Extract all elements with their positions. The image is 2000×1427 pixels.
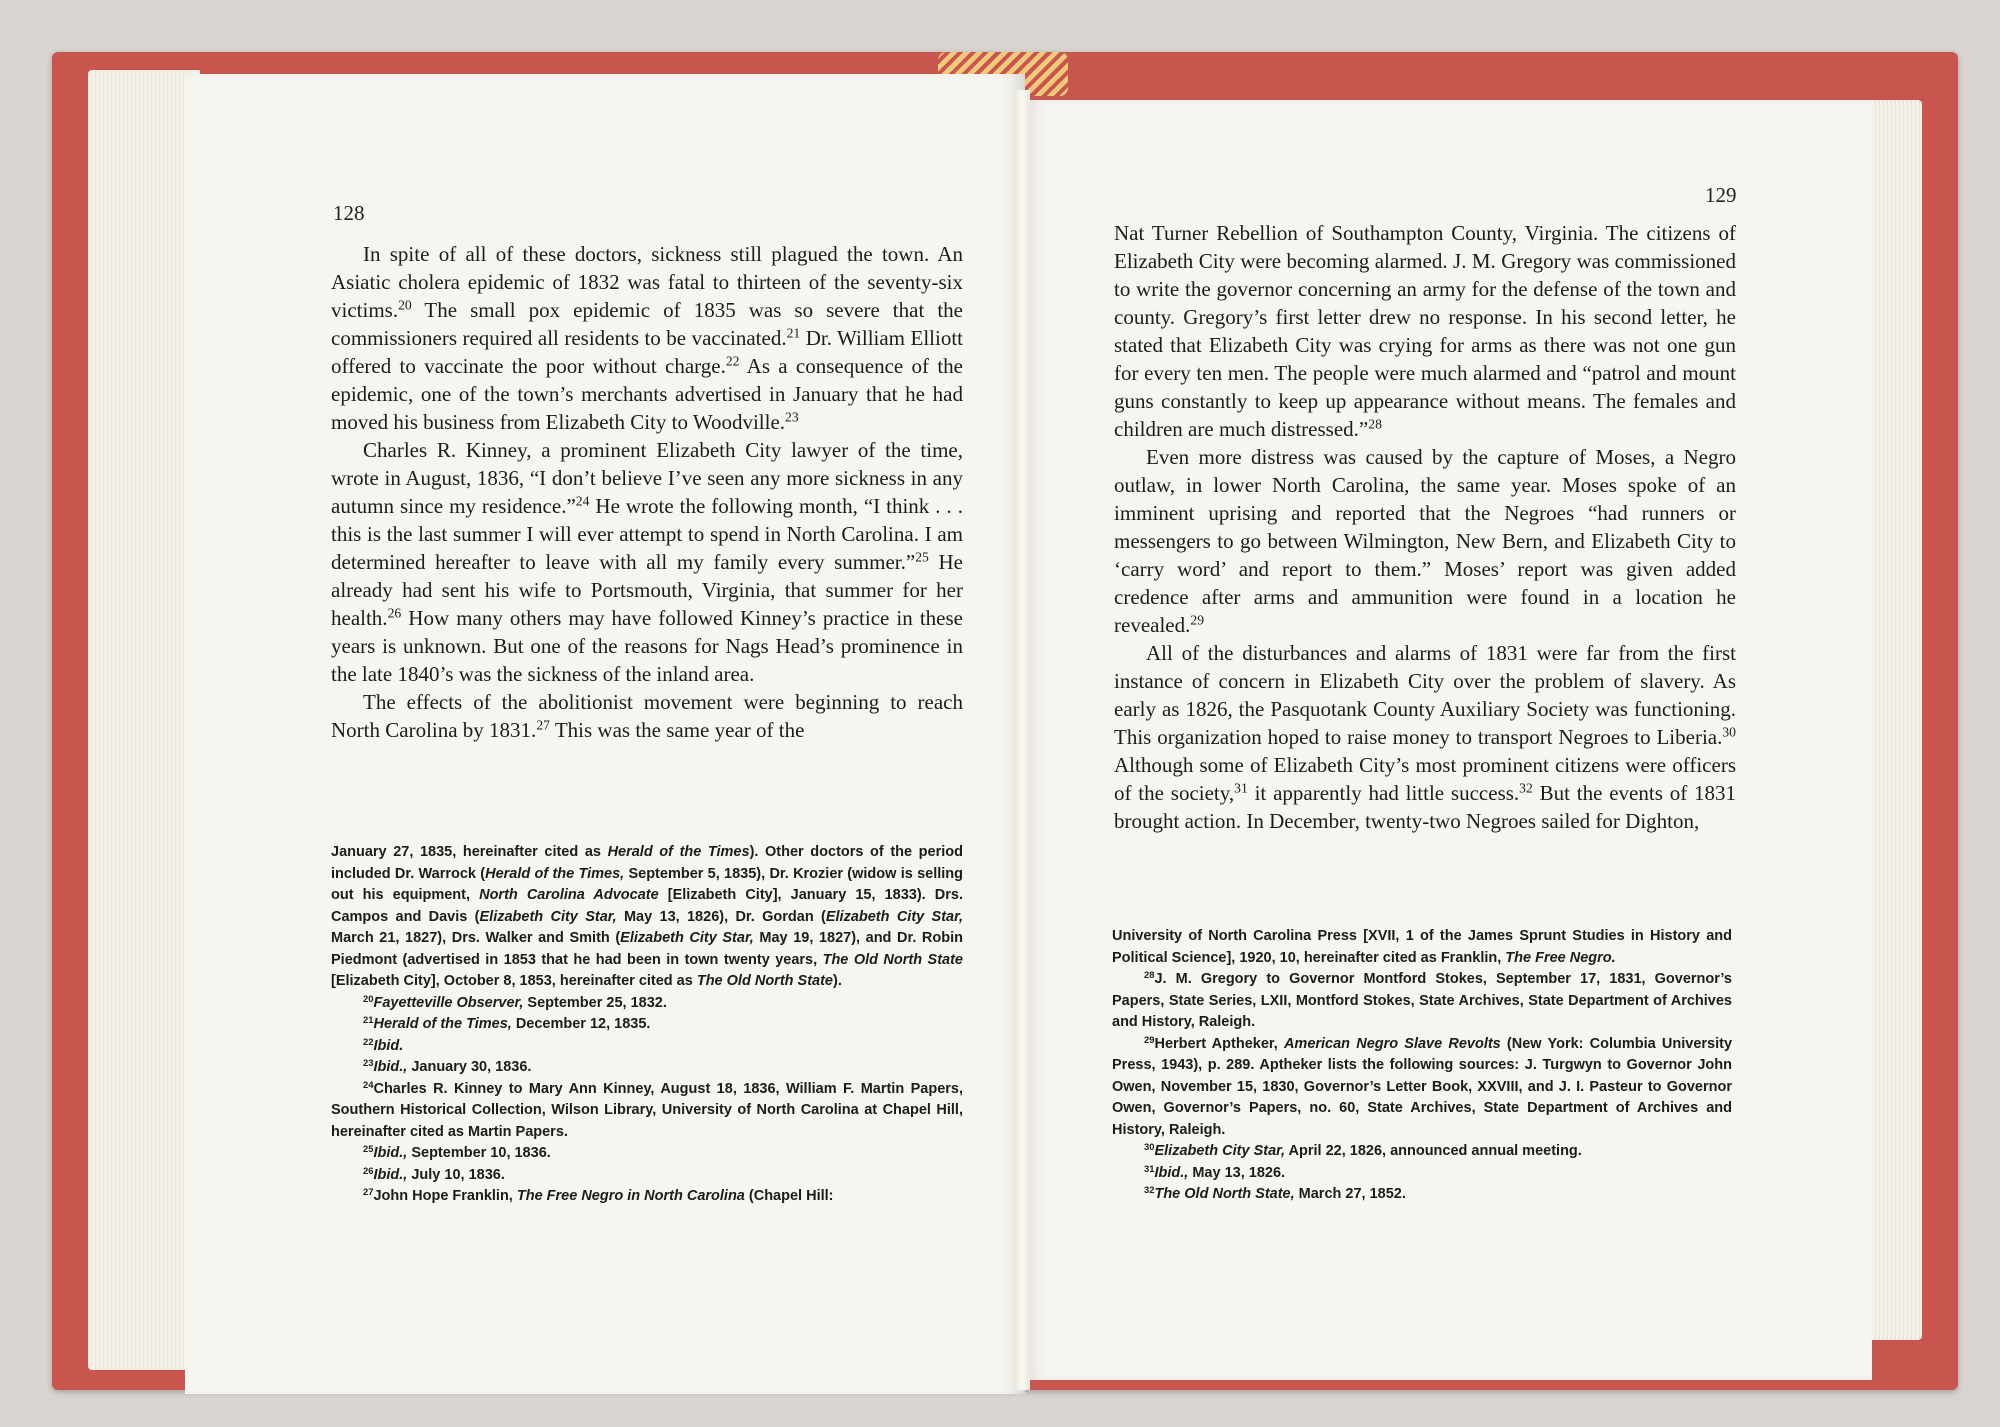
right-footnotes (1112, 926, 1732, 1206)
text-run: All of the disturbances and alarms of 1831 were far from the first instance of concern in Elizabeth City over the problem of slavery. As early as 1826, the Pasquotank County Auxiliary Society was functioning. This organization hoped to raise money to transport Negroes to Liberia. (1114, 641, 1736, 749)
italic-title: Ibid., (373, 1145, 408, 1161)
paragraph (331, 240, 963, 436)
footnote-marker: 30 (1722, 724, 1736, 740)
paragraph (331, 688, 963, 744)
text-run: (New York: Columbia University Press, 1943), p. 289. Aptheker lists the following sources: J. Turgwyn to Governor John Owen, November 15, 1830, Governor’s Letter Book, XXVIII, and J. I. Pasteur to Governor Owen, Governor’s Papers, no. 60, State Archives, State Department of Archives and History, Raleigh. (1112, 1035, 1733, 1138)
footnote-marker: 21 (786, 325, 801, 341)
italic-title: The Free Negro in North Carolina (516, 1188, 745, 1204)
text-run: July 10, 1836. (407, 1166, 505, 1183)
italic-title: Elizabeth City Star, (825, 908, 963, 925)
text-run: How many others may have followed Kinney’s practice in these years is unknown. But one of the reasons for Nags Head’s prominence in the late 1840’s was the sickness of the inland area. (331, 606, 963, 686)
text-run: ). (833, 973, 842, 989)
text-run: Charles R. Kinney, a prominent Elizabeth City lawyer of the time, wrote in August, 1836, “I don’t believe I’ve seen any more sickness in any autumn since my residence.” (331, 438, 963, 518)
footnote-marker: 27 (536, 717, 550, 733)
text-run: Although some of Elizabeth City’s most prominent citizens were officers of the society, (1114, 753, 1736, 805)
text-run: September 25, 1832. (523, 994, 667, 1011)
text-run: March 27, 1852. (1294, 1186, 1406, 1202)
footnote (331, 1186, 963, 1208)
footnote-marker: 20 (398, 297, 412, 313)
text-run: Nat Turner Rebellion of Southampton County, Virginia. The citizens of Elizabeth City were becoming alarmed. J. M. Gregory was commissioned to write the governor concerning an army for the defense of the town and county. Gregory’s first letter drew no response. In his second letter, he stated that Elizabeth City was crying for arms as there was not one gun for every ten men. The people were much alarmed and “patrol and mount guns constantly to keep up appearance without means. The females and children are much distressed.” (1114, 221, 1736, 441)
footnote-marker: 25 (915, 549, 929, 565)
footnote-marker: 31 (1234, 780, 1248, 796)
italic-title: Ibid., (373, 1166, 408, 1183)
paragraph (1114, 219, 1736, 443)
italic-title: Ibid., (373, 1059, 408, 1075)
footnote-marker: 31 (1144, 1162, 1155, 1174)
footnote-marker: 26 (363, 1164, 374, 1176)
text-run: The effects of the abolitionist movement were beginning to reach North Carolina by 1831. (331, 690, 963, 742)
footnote-marker: 28 (1368, 416, 1382, 432)
italic-title: Herald of the Times (607, 844, 750, 860)
text-run: September 5, 1835), Dr. Krozier (widow is selling out his equipment, (331, 865, 964, 903)
text-run: Charles R. Kinney to Mary Ann Kinney, August 18, 1836, William F. Martin Papers, Southern Historical Collection, Wilson Library, University of North Carolina at Chapel Hill, hereinafter cited as Martin Papers. (331, 1080, 963, 1140)
footnote (1112, 1184, 1732, 1206)
italic-title: The Old North State (822, 951, 963, 968)
footnote-marker: 23 (363, 1056, 374, 1068)
footnote (331, 1014, 963, 1036)
italic-title: Elizabeth City Star, (479, 908, 617, 925)
footnote (331, 1079, 963, 1144)
text-run: He already had sent his wife to Portsmouth, Virginia, that summer for her health. (331, 550, 963, 630)
text-run: This was the same year of the (549, 718, 805, 742)
text-run: John Hope Franklin, (373, 1188, 517, 1204)
footnote-marker: 29 (1190, 612, 1205, 628)
footnote (331, 842, 963, 993)
footnote (1112, 1141, 1732, 1163)
paragraph (1114, 639, 1736, 835)
text-run: May 13, 1826), Dr. Gordan ( (616, 908, 826, 925)
footnote (1112, 1163, 1732, 1185)
footnote-marker: 22 (725, 353, 740, 369)
footnote (331, 1143, 963, 1165)
text-run: January 30, 1836. (407, 1059, 532, 1075)
text-run: January 27, 1835, hereinafter cited as (331, 844, 608, 860)
text-run: December 12, 1835. (511, 1016, 651, 1032)
page-number-left: 128 (333, 201, 365, 225)
footnote (331, 993, 963, 1015)
footnote-marker: 24 (575, 493, 590, 509)
page-edges-left (88, 70, 200, 1370)
footnote-marker: 24 (363, 1078, 374, 1090)
italic-title: The Old North State (696, 973, 833, 989)
footnote-marker: 20 (363, 992, 374, 1004)
footnote (1112, 926, 1732, 969)
footnote-marker: 28 (1144, 968, 1155, 980)
italic-title: North Carolina Advocate (479, 887, 659, 903)
text-run: In spite of all of these doctors, sickness still plagued the town. An Asiatic cholera epidemic of 1832 was fatal to thirteen of the seventy-six victims. (331, 242, 963, 322)
footnote (1112, 1034, 1732, 1142)
footnote-marker: 27 (363, 1185, 374, 1197)
footnote (1112, 969, 1732, 1034)
footnote (331, 1036, 963, 1058)
text-run: As a consequence of the epidemic, one of the town’s merchants advertised in January that he had moved his business from Elizabeth City to Woodville. (331, 354, 963, 434)
text-run: The small pox epidemic of 1835 was so severe that the commissioners required all residents to be vaccinated. (331, 298, 963, 350)
text-run: May 19, 1827), and Dr. Robin Piedmont (advertised in 1853 that he had been in town twenty years, (331, 930, 963, 968)
text-run: (Chapel Hill: (744, 1188, 834, 1204)
italic-title: Ibid. (373, 1037, 404, 1054)
text-run: [Elizabeth City], January 15, 1833). Drs. Campos and Davis ( (331, 887, 963, 925)
italic-title: The Old North State, (1154, 1186, 1295, 1202)
left-body-text (331, 240, 963, 744)
footnote (331, 1057, 963, 1079)
footnote-marker: 29 (1144, 1033, 1155, 1045)
text-run: March 21, 1827), Drs. Walker and Smith ( (331, 930, 621, 946)
footnote (331, 1165, 963, 1187)
text-run: University of North Carolina Press [XVII, 1 of the James Sprunt Studies in History and Political Science], 1920, 10, hereinafter cited as Franklin, (1112, 928, 1732, 966)
text-run: it apparently had little success. (1247, 781, 1520, 805)
footnote-marker: 32 (1144, 1183, 1155, 1195)
paragraph (331, 436, 963, 688)
footnote-marker: 32 (1519, 780, 1533, 796)
book-gutter (1014, 90, 1030, 1390)
text-run: May 13, 1826. (1188, 1164, 1286, 1181)
footnote-marker: 21 (363, 1013, 374, 1025)
text-run: But the events of 1831 brought action. In December, twenty-two Negroes sailed for Dighton, (1114, 781, 1736, 833)
text-run: September 10, 1836. (407, 1145, 551, 1161)
right-body-text (1114, 219, 1736, 835)
left-footnotes (331, 842, 963, 1208)
text-run: ). Other doctors of the period included Dr. Warrock ( (331, 844, 963, 882)
text-run: Herbert Aptheker, (1154, 1035, 1284, 1052)
page-number-right: 129 (1705, 183, 1737, 207)
italic-title: Elizabeth City Star, (1154, 1143, 1286, 1159)
text-run: April 22, 1826, announced annual meeting. (1285, 1143, 1582, 1159)
paragraph (1114, 443, 1736, 639)
footnote-marker: 23 (785, 409, 799, 425)
text-run: J. M. Gregory to Governor Montford Stokes, September 17, 1831, Governor’s Papers, State Series, LXII, Montford Stokes, State Archives, State Department of Archives and History, Raleigh. (1112, 971, 1732, 1030)
footnote-marker: 26 (387, 605, 402, 621)
text-run: Dr. William Elliott offered to vaccinate the poor without charge. (331, 326, 963, 378)
text-run: Even more distress was caused by the capture of Moses, a Negro outlaw, in lower North Carolina, the same year. Moses spoke of an imminent uprising and reported that the Negroes “had runners or messengers to go between Wilmington, New Bern, and Elizabeth City to ‘carry word’ and report to them.” Moses’ report was given added credence after arms and ammunition were found in a location he revealed. (1114, 445, 1736, 637)
footnote-marker: 30 (1144, 1140, 1155, 1152)
italic-title: Elizabeth City Star, (620, 930, 754, 946)
italic-title: Fayetteville Observer, (373, 994, 524, 1011)
footnote-marker: 25 (363, 1142, 374, 1154)
italic-title: American Negro Slave Revolts (1283, 1035, 1501, 1052)
italic-title: Herald of the Times, (485, 865, 625, 882)
footnote-marker: 22 (363, 1035, 374, 1047)
text-run: He wrote the following month, “I think . . . this is the last summer I will ever attempt to spend in North Carolina. I am determined hereafter to leave with all my family every summer.” (331, 494, 963, 574)
italic-title: Herald of the Times, (373, 1016, 512, 1032)
italic-title: The Free Negro. (1505, 949, 1616, 966)
text-run: [Elizabeth City], October 8, 1853, hereinafter cited as (331, 973, 697, 989)
italic-title: Ibid., (1154, 1164, 1189, 1181)
